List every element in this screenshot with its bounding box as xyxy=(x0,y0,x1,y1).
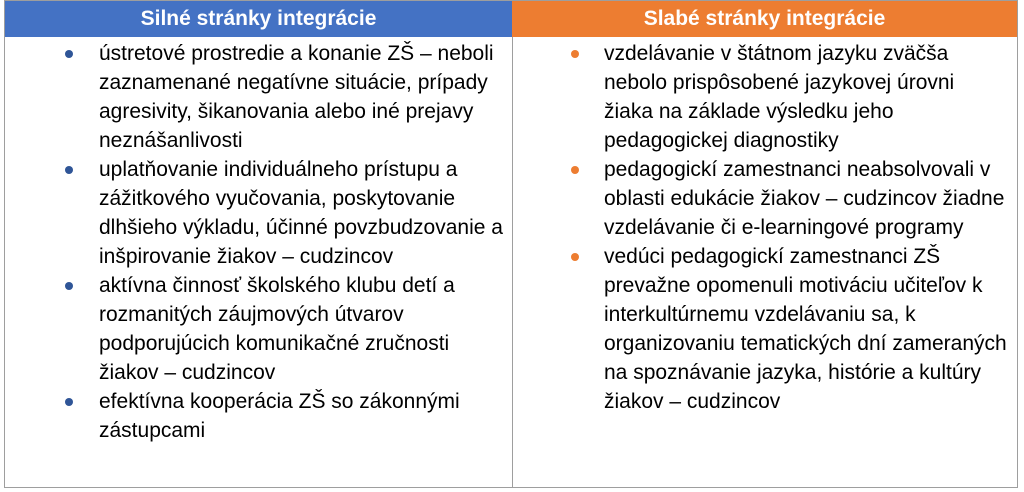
list-item-text: pedagogickí zamestnanci neabsolvovali v oblasti edukácie žiakov – cudzincov žiadne vzdelávanie či e-learningové programy xyxy=(604,158,1005,239)
bullet-icon xyxy=(65,166,73,174)
bullet-icon xyxy=(65,398,73,406)
integration-table xyxy=(4,0,1018,488)
list-item xyxy=(512,242,1017,416)
list-item-text: efektívna kooperácia ZŠ so zákonnými zástupcami xyxy=(99,390,460,442)
list-item xyxy=(512,39,1017,155)
weaknesses-list xyxy=(512,37,1017,416)
list-item xyxy=(5,387,512,445)
strengths-column xyxy=(5,1,513,487)
list-item-text: vzdelávanie v štátnom jazyku zväčša nebolo prispôsobené jazykovej úrovni žiaka na základe výsledku jeho pedagogickej diagnostiky xyxy=(604,42,955,152)
bullet-icon xyxy=(65,50,73,58)
list-item-text: aktívna činnosť školského klubu detí a rozmanitých záujmových útvarov podporujúcich komunikačné zručnosti žiakov – cudzincov xyxy=(99,274,455,384)
bullet-icon xyxy=(571,50,579,58)
list-item-text: vedúci pedagogickí zamestnanci ZŠ prevažne opomenuli motiváciu učiteľov k interkultúrnemu vzdelávaniu sa, k organizovaniu tematických dní zameraných na spoznávanie jazyka, histórie a kultúry žiakov – cudzincov xyxy=(604,245,1007,413)
list-item-text: uplatňovanie individuálneho prístupu a zážitkového vyučovania, poskytovanie dlhšieho výkladu, účinné povzbudzovanie a inšpirovanie žiakov – cudzincov xyxy=(99,158,503,268)
bullet-icon xyxy=(571,166,579,174)
list-item xyxy=(5,39,512,155)
bullet-icon xyxy=(571,253,579,261)
list-item-text: ústretové prostredie a konanie ZŠ – neboli zaznamenané negatívne situácie, prípady agresivity, šikanovania alebo iné prejavy neznášanlivosti xyxy=(99,42,494,152)
bullet-icon xyxy=(65,282,73,290)
weaknesses-header: Slabé stránky integrácie xyxy=(512,1,1017,37)
list-item xyxy=(512,155,1017,242)
weaknesses-column xyxy=(512,1,1017,487)
list-item xyxy=(5,271,512,387)
list-item xyxy=(5,155,512,271)
strengths-list xyxy=(5,37,512,445)
strengths-header: Silné stránky integrácie xyxy=(5,1,512,37)
